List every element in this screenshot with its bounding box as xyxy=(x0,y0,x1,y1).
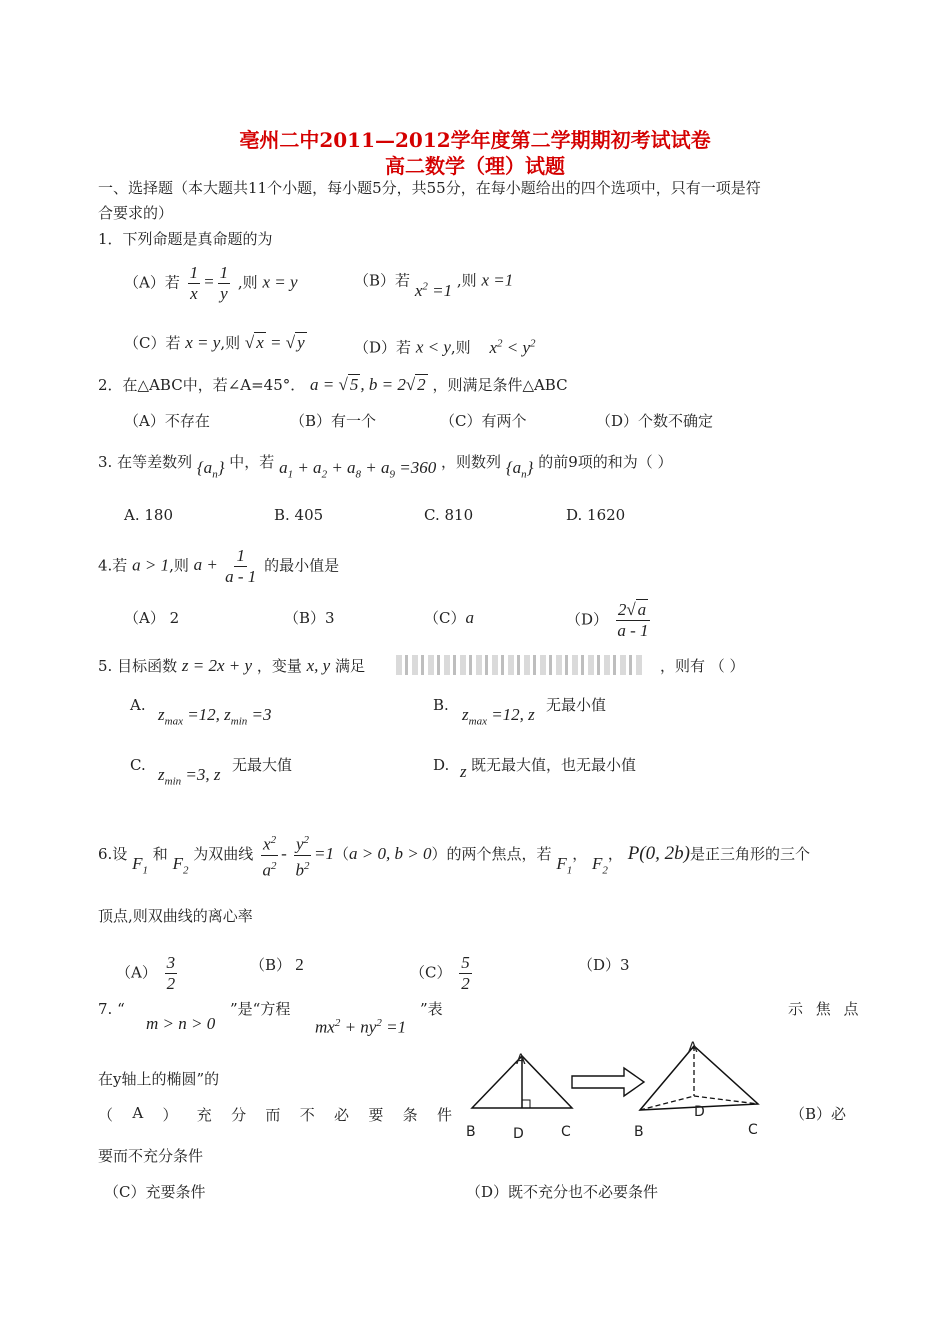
q4-p1: 4.若 xyxy=(98,556,128,575)
q5-option-d-tail: 既无最大值，也无最小值 xyxy=(471,756,637,774)
q6-c-label: （C） xyxy=(410,963,452,982)
q7-a-char: （ xyxy=(98,1106,114,1124)
q1-d-label: （D）若 xyxy=(354,338,412,357)
q6-p6: 是正三角形的三个 xyxy=(689,845,810,864)
q5-option-a-label: A. xyxy=(130,696,146,714)
q6-option-b: （B） 2 xyxy=(250,955,304,974)
q6-p2: 和 xyxy=(152,845,168,864)
right-label-c: C xyxy=(748,1122,758,1138)
q2-option-a: （A）不存在 xyxy=(124,412,210,430)
q7-a-char: 充 xyxy=(196,1106,212,1124)
q7-stem-cont: 在y轴上的椭圆”的 xyxy=(98,1070,220,1088)
right-label-b: B xyxy=(634,1124,644,1140)
q7-p4: 示 焦 点 xyxy=(788,1000,863,1018)
q7-option-b-cont: 要而不充分条件 xyxy=(98,1147,204,1165)
q7-p3: ”表 xyxy=(420,1000,443,1018)
q6-p4: 的两个焦点，若 xyxy=(446,845,552,864)
q3-option-c: C. 810 xyxy=(424,506,474,524)
q4-option-b: （B）3 xyxy=(284,609,335,627)
q5-option-b-tail: 无最小值 xyxy=(546,696,607,714)
q2-stem-a: 2．在△ABC中，若∠A=45°． xyxy=(98,376,306,394)
q1-a-then: ,则 xyxy=(237,273,258,292)
q5-option-a-math: $z_{max} =12$, $z_{min} =3$ xyxy=(158,705,272,728)
q6-a-label: （A） xyxy=(116,963,157,982)
q4-option-d: （D） $\frac{2√ a}{a - 1}$ xyxy=(566,600,649,640)
q4-p2: ,则 xyxy=(169,556,189,575)
q5-option-c-tail: 无最大值 xyxy=(232,756,293,774)
left-label-b: B xyxy=(466,1124,476,1140)
q2-stem: 2．在△ABC中，若∠A=45°． a = √ 5 , b = 2√ 2 ，则满足条件△ABC xyxy=(98,375,568,394)
q6-p3: 为双曲线 xyxy=(193,845,254,864)
q6-p5: ， xyxy=(572,845,588,864)
q6-option-a: （A） $\frac{3}{2}$ xyxy=(116,953,176,993)
q1-option-c: （C）若 x = y,则 √ x = √ y xyxy=(124,333,305,352)
q5-option-b-label: B. xyxy=(433,696,449,714)
q3-p4: 的前9项的和为（ ） xyxy=(538,453,673,471)
q4-d-label: （D） xyxy=(566,610,609,629)
exam-subtitle: 高二数学（理）试题 xyxy=(385,154,565,178)
right-label-a: A xyxy=(688,1040,698,1056)
q7-a-char: 条 xyxy=(402,1106,418,1124)
q5-p1: 5. 目标函数 xyxy=(98,657,178,675)
q1-stem: 1．下列命题是真命题的为 xyxy=(98,230,273,248)
q5-p3: 满足 xyxy=(334,657,365,675)
section-instructions: 一、选择题（本大题共11个小题，每小题5分，共55分，在每小题给出的四个选项中，只有一项是符 xyxy=(98,179,761,197)
right-label-d: D xyxy=(694,1104,705,1120)
q7-p1: 7. “ xyxy=(98,1000,125,1018)
q3-p1: 3. 在等差数列 xyxy=(98,453,193,471)
q7-condition: m > n > 0 xyxy=(146,1014,216,1033)
q1-option-b: （B）若 $x^2 =1$ ,则 x =1 xyxy=(354,270,514,300)
q3-p2: 中，若 xyxy=(229,453,275,471)
q7-p2: ”是“方程 xyxy=(230,1000,291,1018)
q2-option-d: （D）个数不确定 xyxy=(596,412,714,430)
q4-p3: 的最小值是 xyxy=(264,556,340,575)
q4-option-c: （C）a xyxy=(424,608,474,627)
q7-a-char: 件 xyxy=(436,1106,452,1124)
q5-option-b-math: $z_{max} =12$, z xyxy=(462,705,535,728)
q6-p5b: ， xyxy=(607,845,623,864)
q7-equation: $mx^2 + ny^2 =1$ xyxy=(315,1017,407,1037)
q7-option-b: （B）必 xyxy=(790,1105,847,1123)
q1-option-d: （D）若 x < y,则 $x^2 < y^2$ xyxy=(354,337,536,357)
q6-stem-cont: 顶点,则双曲线的离心率 xyxy=(98,907,253,925)
q7-option-c: （C）充要条件 xyxy=(104,1183,206,1201)
q5-option-c-math: $z_{min} =3$, z xyxy=(158,765,221,788)
q7-a-char: A xyxy=(132,1104,144,1122)
q1-c-label: （C）若 xyxy=(124,334,181,352)
q7-a-char: ） xyxy=(162,1106,178,1124)
q4-c-label: （C） xyxy=(424,609,466,627)
constraint-system-image xyxy=(396,655,642,675)
q3-option-b: B. 405 xyxy=(274,506,324,524)
q7-a-char: 不 xyxy=(299,1106,315,1124)
q1-d-then: ,则 xyxy=(450,338,471,357)
q6-b-label: （B） xyxy=(250,956,292,974)
q6-option-d: （D）3 xyxy=(578,956,630,974)
q6-p1: 6.设 xyxy=(98,845,128,864)
section-instructions-cont: 合要求的） xyxy=(98,204,174,222)
left-label-d: D xyxy=(513,1126,524,1142)
q1-option-a: （A）若 $\frac{1}{x}$ = $\frac{1}{y}$ ,则 x = y xyxy=(124,263,298,303)
q6-option-c: （C） $\frac{5}{2}$ xyxy=(410,953,470,993)
q1-a-label: （A）若 xyxy=(124,273,180,292)
q7-option-a xyxy=(98,1104,452,1125)
q3-option-d: D. 1620 xyxy=(566,506,626,524)
q5-option-d-math: z xyxy=(460,762,467,781)
exam-title: 亳州二中2011—2012学年度第二学期期初考试试卷 xyxy=(239,128,711,152)
q5-stem: 5. 目标函数 z = 2x + y ，变量 x, y 满足 xyxy=(98,656,365,675)
left-triangle xyxy=(466,1052,572,1142)
q1-b-then: ,则 xyxy=(456,271,477,290)
q7-a-char: 而 xyxy=(265,1106,281,1124)
q5-option-c-label: C. xyxy=(130,756,146,774)
q7-a-char: 必 xyxy=(334,1106,350,1124)
q2-option-b: （B）有一个 xyxy=(290,412,377,430)
q4-stem: 4.若 a > 1,则 a + $\frac{1}{a - 1}$ 的最小值是 xyxy=(98,546,340,586)
q3-p3: ，则数列 xyxy=(441,453,502,471)
q3-option-a: A. 180 xyxy=(124,506,173,524)
q3-stem: 3. 在等差数列 $\{a_n\}$ 中，若 $a_1 + a_2 + a_8 + a_9 =360$ ，则数列 $\{a_n\}$ 的前9项的和为（ ） xyxy=(98,453,673,481)
left-label-c: C xyxy=(561,1124,571,1140)
q1-b-label: （B）若 xyxy=(354,271,411,290)
folding-triangle-figure xyxy=(460,1040,780,1150)
q2-stem-b: ，则满足条件△ABC xyxy=(432,376,568,394)
q5-stem-tail: ，则有 （ ） xyxy=(660,657,745,675)
q6-stem: 6.设 $F_1$ 和 $F_2$ 为双曲线 $\frac{x^2}{a^2}$ - $\frac{y^2}{b^2}$ =1（a > 0, b > 0）的两个焦点，若 $F_1$， $F_2$， P(0, 2b)是正三角形的三个 xyxy=(98,830,810,880)
q1-c-then: ,则 xyxy=(220,334,241,352)
right-folded-shape xyxy=(634,1040,758,1140)
q4-option-a: （A） 2 xyxy=(124,609,180,627)
q7-a-char: 分 xyxy=(231,1106,247,1124)
q2-option-c: （C）有两个 xyxy=(440,412,527,430)
q5-p2: ，变量 xyxy=(256,657,302,675)
q7-option-d: （D）既不充分也不必要条件 xyxy=(466,1183,659,1201)
left-label-a: A xyxy=(516,1052,526,1068)
q7-a-char: 要 xyxy=(368,1106,384,1124)
q5-option-d-label: D. xyxy=(433,756,450,774)
fold-arrow xyxy=(572,1068,644,1096)
